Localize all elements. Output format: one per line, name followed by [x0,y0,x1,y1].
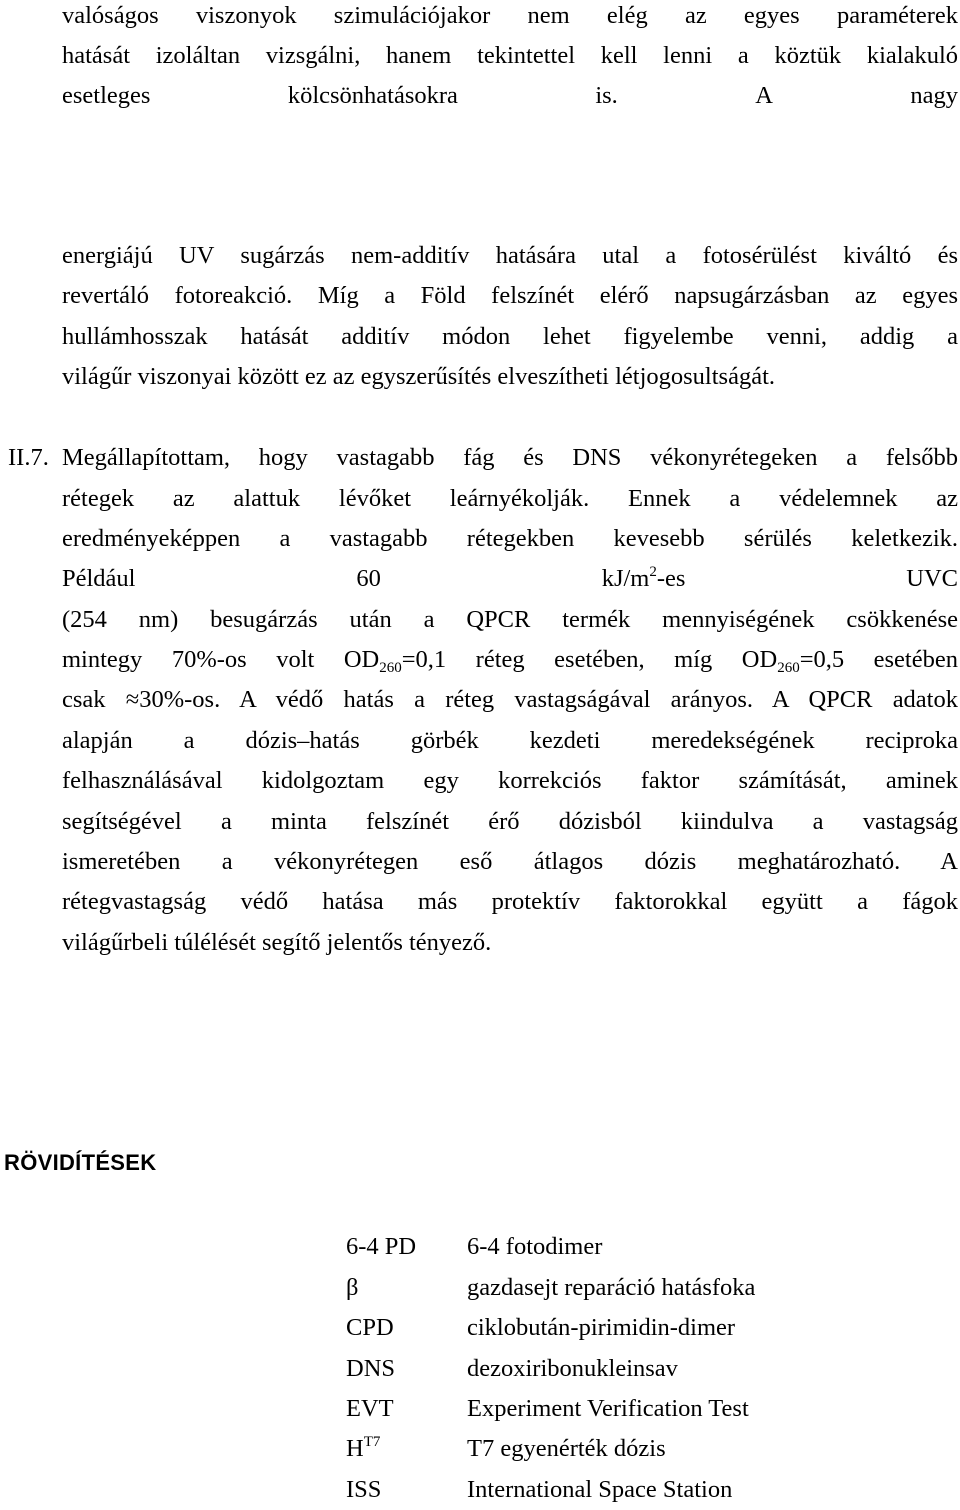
abbreviation-key: $H^{T7}$ [346,1434,381,1462]
paragraph-line: (254 nm) besugárzás után a QPCR termék mennyiségének csökkenése [62,606,958,633]
abbreviation-value: gazdasejt reparáció hatásfoka [467,1274,756,1301]
abbreviation-key: β [346,1274,359,1301]
paragraph-line: hatását izoláltan vizsgálni, hanem tekintettel kell lenni a köztük kialakuló [62,42,958,69]
abbreviation-key: EVT [346,1395,394,1422]
word: UVC [906,565,958,592]
section-heading: RÖVIDÍTÉSEK [4,1150,157,1175]
abbreviation-key: CPD [346,1314,394,1341]
paragraph-line: világűrbeli túlélését segítő jelentős tényező. [62,929,492,956]
abbreviation-key: DNS [346,1355,396,1382]
abbreviation-value: T7 egyenérték dózis [467,1435,666,1462]
paragraph-line: valóságos viszonyok szimulációjakor nem elég az egyes paraméterek [62,2,958,29]
paragraph-line: felhasználásával kidolgoztam egy korrekciós faktor számítását, aminek [62,767,958,794]
paragraph-line: Megállapítottam, hogy vastagabb fág és DNS vékonyrétegeken a felsőbb [62,444,958,471]
abbreviation-value: 6-4 fotodimer [467,1233,603,1260]
abbreviation-value: Experiment Verification Test [467,1395,749,1422]
paragraph-line: ismeretében a vékonyrétegen eső átlagos dózis meghatározható. A [62,848,958,875]
paragraph-line: világűr viszonyai között ez az egyszerűsítés elveszítheti létjogosultságát. [62,363,776,390]
abbreviation-value: dezoxiribonukleinsav [467,1355,678,1382]
unit-word: $kJ/m^2-es$ [601,564,686,592]
paragraph-line: hullámhosszak hatását additív módon lehet figyelembe venni, addig a [62,323,958,350]
paragraph-line [62,559,958,599]
paragraph-line: energiájú UV sugárzás nem-additív hatására utal a fotosérülést kiváltó és [62,242,958,269]
word: is. [595,82,618,109]
word: Például [62,565,136,592]
paragraph-line: rétegek az alattuk lévőket leárnyékolják. Ennek a védelemnek az [62,485,958,512]
word: A [755,82,773,109]
paragraph-line: eredményeképpen a vastagabb rétegekben kevesebb sérülés keletkezik. [62,525,958,552]
section-label: II.7. [8,444,49,471]
abbreviation-key: 6-4 PD [346,1233,417,1260]
paragraph-line: alapján a dózis–hatás görbék kezdeti meredekségének reciproka [62,727,958,754]
abbreviation-key: ISS [346,1476,382,1503]
paragraph-line [62,76,958,116]
word: kölcsönhatásokra [287,82,458,109]
abbreviation-value: International Space Station [467,1476,733,1503]
paragraph-line: revertáló fotoreakció. Míg a Föld felszínét elérő napsugárzásban az egyes [62,282,958,309]
word: nagy [910,82,958,109]
paragraph-line: segítségével a minta felszínét érő dózisból kiindulva a vastagság [62,808,958,835]
paragraph-line: csak ≈30%-os. A védő hatás a réteg vastagságával arányos. A QPCR adatok [62,686,958,713]
word: 60 [356,565,381,592]
abbreviation-value: ciklobután-pirimidin-dimer [467,1314,736,1341]
paragraph-line: rétegvastagság védő hatása más protektív faktorokkal együtt a fágok [62,888,958,915]
word: esetleges [62,82,151,109]
paragraph-line: mintegy 70%-os volt $OD_{260}=0,1$ réteg esetében, míg $OD_{260}=0,5$ esetében [62,646,958,676]
